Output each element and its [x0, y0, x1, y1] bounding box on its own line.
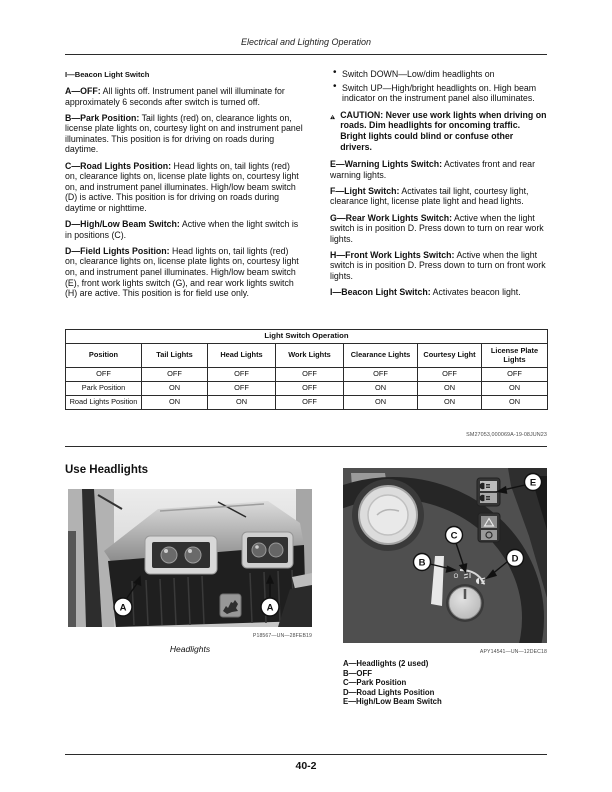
- table-cell: ON: [344, 382, 418, 396]
- headlight-right: [242, 532, 293, 568]
- table-cell: OFF: [208, 382, 276, 396]
- high-low-beam-rocker-switch: [477, 478, 500, 506]
- paragraph-park-position: [65, 113, 303, 155]
- bullet-switch-down: • Switch DOWN—Low/dim headlights on: [330, 69, 547, 80]
- table-header-cell: Work Lights: [276, 344, 344, 368]
- table-cell: OFF: [66, 368, 142, 382]
- paragraph-text: Active when the light switch is in position D. Press down to turn on rear work lights.: [330, 212, 544, 244]
- paragraph-lead: C—Road Lights Position:: [65, 160, 172, 171]
- figure-caption: Headlights: [169, 644, 211, 654]
- light-switch-knob: [446, 584, 484, 622]
- table-row: [66, 368, 548, 382]
- table-row: [66, 382, 548, 396]
- paragraph-lead: D—High/Low Beam Switch:: [65, 219, 180, 230]
- off-position-mark: O: [453, 574, 459, 580]
- table-header-cell: Head Lights: [208, 344, 276, 368]
- table-cell: ON: [344, 396, 418, 410]
- legend-item: E—High/Low Beam Switch: [343, 697, 442, 707]
- table-cell: ON: [418, 382, 482, 396]
- paragraph-light-switch: [330, 186, 547, 207]
- paragraph-text: Active when the light switch is in position D. Press down to turn on front work lights.: [330, 249, 546, 281]
- steering-hub-cap: [359, 486, 417, 544]
- callout-e: [525, 474, 542, 491]
- caution-text: CAUTION: Never use work lights when driving on roads. Dim headlights for oncoming traffic. Bright lights could blind or confuse other drivers.: [340, 109, 547, 152]
- callout-letter: E: [529, 477, 537, 489]
- paragraph-lead: B—Park Position:: [65, 112, 140, 123]
- paragraph-road-lights: [65, 161, 303, 214]
- paragraph-text: Tail lights (red) on, clearance lights on, license plate lights on, courtesy light on and instrument panel illuminates. This position is for driving on roads during daytime.: [65, 112, 303, 155]
- figure-light-switch-console: [343, 468, 547, 707]
- paragraph-lead: G—Rear Work Lights Switch:: [330, 212, 453, 223]
- table-title: Light Switch Operation: [66, 330, 548, 344]
- table-row: [66, 396, 548, 410]
- callout-a-left: [114, 598, 132, 616]
- paragraph-front-work-lights: [330, 250, 547, 282]
- table-header-cell: License Plate Lights: [482, 344, 548, 368]
- paragraph-beacon-light: [330, 287, 547, 298]
- table-cell: ON: [142, 382, 208, 396]
- table-cell: OFF: [276, 396, 344, 410]
- figure-code: P18567—UN—28FEB19: [252, 633, 312, 639]
- table-cell: OFF: [208, 368, 276, 382]
- console-photo: [343, 468, 547, 643]
- beacon-switch-subheading: I—Beacon Light Switch: [65, 70, 150, 79]
- table-cell: Park Position: [66, 382, 142, 396]
- table-cell: ON: [208, 396, 276, 410]
- two-column-text: [65, 66, 547, 304]
- paragraph-high-low-beam: [65, 219, 303, 240]
- paragraph-text: Head lights on, tail lights (red) on, clearance lights on, license plate lights on, courtesy light on, and instrument panel illuminates. High/low beam switch (D) is active. This position is for driving on roads during daytime or nighttime.: [65, 160, 299, 213]
- callout-d: [507, 550, 524, 567]
- light-switch-operation-table: [65, 329, 548, 410]
- table-cell: OFF: [276, 382, 344, 396]
- headlight-left: [145, 536, 217, 574]
- caution-warning-icon: [330, 110, 335, 124]
- legend-item: D—Road Lights Position: [343, 687, 435, 697]
- paragraph-lead: I—Beacon Light Switch:: [330, 287, 431, 298]
- figure-code: APY14541—UN—12DEC18: [479, 649, 547, 655]
- table-cell: OFF: [482, 368, 548, 382]
- callout-letter: B: [418, 557, 426, 569]
- bullet-switch-up: • Switch UP—High/bright headlights on. High beam indicator on the instrument panel also illuminates.: [330, 83, 547, 104]
- left-column: [65, 66, 303, 304]
- table-cell: Road Lights Position: [66, 396, 142, 410]
- paragraph-rear-work-lights: [330, 213, 547, 245]
- switch-bullet-list: [330, 69, 547, 104]
- reference-code: SM27053,000069A-19-08JUN23: [466, 432, 547, 438]
- footer-rule: [65, 754, 547, 755]
- callout-letter: A: [119, 602, 127, 614]
- tractor-front-photo: [68, 489, 312, 627]
- table-header-cell: Position: [66, 344, 142, 368]
- hazard-rocker-switch: [478, 513, 500, 542]
- callout-a-right: [261, 598, 279, 616]
- paragraph-lead: E—Warning Lights Switch:: [330, 159, 443, 170]
- paragraph-text: Activates front and rear warning lights.: [330, 159, 535, 180]
- figure-legend: [343, 659, 547, 707]
- paragraph-lead: D—Field Lights Position:: [65, 245, 170, 256]
- section-divider-rule: [65, 446, 547, 447]
- right-column: [330, 66, 547, 304]
- legend-item: C—Park Position: [343, 678, 407, 688]
- callout-b: [414, 554, 431, 571]
- table-cell: ON: [418, 396, 482, 410]
- table-header-cell: Tail Lights: [142, 344, 208, 368]
- legend-item: B—OFF: [343, 668, 373, 678]
- table-cell: OFF: [344, 368, 418, 382]
- figure-headlights: [68, 489, 312, 654]
- paragraph-warning-lights: [330, 159, 547, 180]
- paragraph-lead: H—Front Work Lights Switch:: [330, 249, 455, 260]
- table-header-cell: Clearance Lights: [344, 344, 418, 368]
- table-cell: ON: [482, 396, 548, 410]
- table-header-cell: Courtesy Light: [418, 344, 482, 368]
- paragraph-text: Active when the light switch is in positions (C).: [65, 219, 299, 240]
- brand-emblem: [220, 594, 241, 617]
- paragraph-text: Head lights on, tail lights (red) on, clearance lights on, license plate lights on, courtesy light on, and instrument panel illuminates. High/low beam switch (E), front work lights switch (G), and rear work lights switch (H) are active. This position is for field use only.: [65, 245, 299, 299]
- paragraph-field-lights: [65, 246, 303, 299]
- callout-letter: A: [266, 602, 274, 614]
- header-rule: [65, 54, 547, 55]
- legend-item: A—Headlights (2 used): [343, 659, 429, 668]
- page-number: 40-2: [295, 760, 317, 772]
- table-cell: OFF: [418, 368, 482, 382]
- table-cell: OFF: [276, 368, 344, 382]
- paragraph-lead: A—OFF:: [65, 86, 101, 96]
- paragraph-text: Activates tail light, courtesy light, clearance light, license plate light and head lights.: [330, 185, 529, 207]
- table-header-row: [66, 344, 548, 368]
- callout-c: [446, 527, 463, 544]
- paragraph-lead: F—Light Switch:: [330, 185, 400, 196]
- callout-letter: C: [450, 530, 458, 542]
- table-cell: OFF: [142, 368, 208, 382]
- caution-block: [330, 110, 547, 152]
- paragraph-text: All lights off. Instrument panel will illuminate for approximately 6 seconds after switch is turned off.: [65, 86, 285, 107]
- paragraph-text: Activates beacon light.: [432, 287, 521, 298]
- paragraph-off: [65, 86, 303, 107]
- table-cell: ON: [482, 382, 548, 396]
- table-cell: ON: [142, 396, 208, 410]
- running-header: Electrical and Lighting Operation: [240, 37, 372, 47]
- section-title: Use Headlights: [65, 464, 149, 476]
- callout-letter: D: [511, 553, 519, 565]
